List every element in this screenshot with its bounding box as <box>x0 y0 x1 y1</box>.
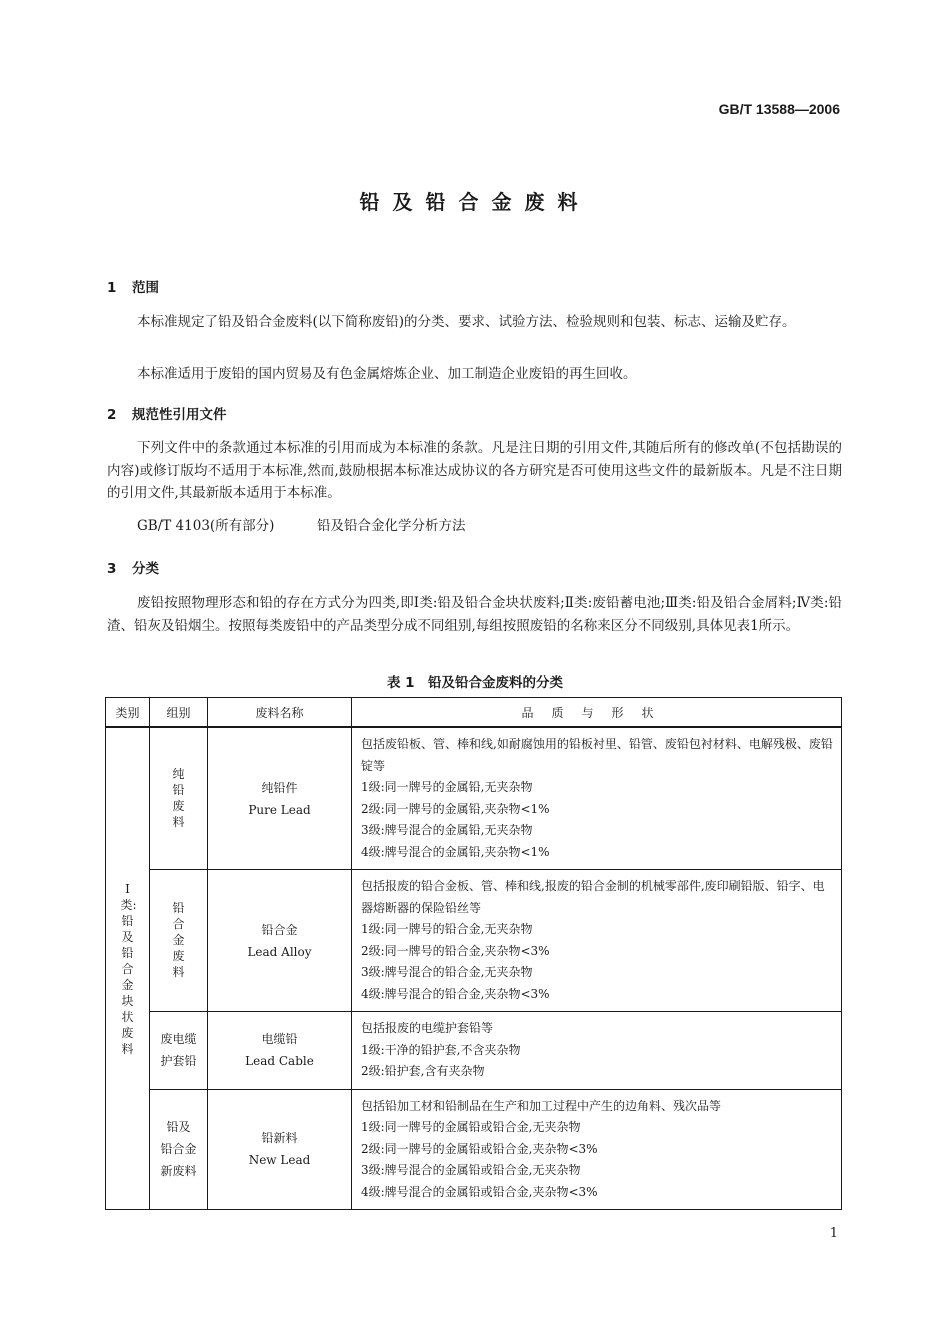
group-label-line: 铅合金 <box>160 1142 197 1157</box>
table-header-row <box>106 698 842 728</box>
section-1-paragraph-2: 本标准适用于废铅的国内贸易及有色金属熔炼企业、加工制造企业废铅的再生回收。 <box>137 366 637 382</box>
section-2-number: 2 <box>107 407 117 423</box>
quality-cell <box>352 1089 842 1210</box>
table-row <box>106 870 842 1012</box>
table-row <box>106 727 842 870</box>
quality-line: 包括铅加工材和铅制品在生产和加工过程中产生的边角料、残次品等 <box>361 1098 722 1113</box>
group-cell <box>150 727 208 870</box>
section-3-paragraph-1: 废铅按照物理形态和铅的存在方式分为四类,即Ⅰ类:铅及铅合金块状废料;Ⅱ类:废铅蓄电池;Ⅲ类:铅及铅合金屑料;Ⅳ类:铅渣、铅灰及铅烟尘。按照每类废铅中的产品类型分成不同组别,每组按照废铅的名称来区分不同级别,具体见表1所示。 <box>107 595 842 634</box>
quality-line: 2级:铅护套,含有夹杂物 <box>361 1064 485 1078</box>
table-row <box>106 1012 842 1090</box>
section-1-paragraph-1: 本标准规定了铅及铅合金废料(以下简称废铅)的分类、要求、试验方法、检验规则和包装、标志、运输及贮存。 <box>137 314 796 330</box>
table-caption: 表 1 铅及铅合金废料的分类 <box>386 675 564 691</box>
quality-line: 1级:干净的铅护套,不含夹杂物 <box>361 1042 521 1057</box>
quality-line: 2级:同一牌号的金属铅,夹杂物<1% <box>361 801 550 816</box>
name-cn: 铅新料 <box>261 1131 298 1146</box>
quality-line: 3级:牌号混合的金属铅,无夹杂物 <box>361 823 533 837</box>
section-3-number: 3 <box>107 561 117 577</box>
group-label-line: 废电缆 <box>160 1032 197 1047</box>
quality-line: 4级:牌号混合的金属铅,夹杂物<1% <box>361 844 550 859</box>
header-name: 废料名称 <box>208 698 352 728</box>
name-en: Lead Alloy <box>247 944 312 959</box>
quality-line: 1级:同一牌号的金属铅或铅合金,无夹杂物 <box>361 1120 581 1134</box>
category-cell <box>106 727 150 1210</box>
header-quality: 品质与形状 <box>352 698 842 728</box>
group-cell <box>150 1012 208 1090</box>
name-cn: 电缆铅 <box>261 1032 298 1047</box>
name-en: Pure Lead <box>248 802 311 817</box>
group-label: 铅合金废料 <box>172 901 185 979</box>
page-number: 1 <box>829 1226 838 1241</box>
section-2-heading <box>107 403 227 423</box>
quality-line: 2级:同一牌号的铅合金,夹杂物<3% <box>361 943 550 958</box>
name-cell <box>208 870 352 1012</box>
quality-line: 包括报废的铅合金板、管、棒和线,报废的铅合金制的机械零部件,废印刷铅版、铅字、电器熔断器的保险铅丝等 <box>361 879 825 915</box>
section-2-paragraph-1: 下列文件中的条款通过本标准的引用而成为本标准的条款。凡是注日期的引用文件,其随后所有的修改单(不包括勘误的内容)或修订版均不适用于本标准,然而,鼓励根据本标准达成协议的各方研究是否可使用这些文件的最新版本。凡是不注日期的引用文件,其最新版本适用于本标准。 <box>107 440 842 501</box>
name-cn: 纯铅件 <box>261 780 298 795</box>
quality-line: 包括报废的电缆护套铅等 <box>361 1021 494 1035</box>
section-2-title: 规范性引用文件 <box>132 407 227 423</box>
reference-title: 铅及铅合金化学分析方法 <box>317 518 466 534</box>
classification-table <box>105 697 842 1210</box>
quality-line: 1级:同一牌号的铅合金,无夹杂物 <box>361 922 533 936</box>
group-label-line: 护套铅 <box>160 1054 197 1069</box>
header-group: 组别 <box>150 698 208 728</box>
quality-line: 包括废铅板、管、棒和线,如耐腐蚀用的铅板衬里、铅管、废铅包衬材料、电解残极、废铅锭等 <box>361 737 833 773</box>
section-1-number: 1 <box>107 280 117 296</box>
name-cell <box>208 1089 352 1210</box>
standard-number: GB/T 13588—2006 <box>718 101 840 117</box>
quality-cell <box>352 1012 842 1090</box>
group-cell <box>150 1089 208 1210</box>
section-1-title: 范围 <box>132 280 159 296</box>
reference-code: GB/T 4103(所有部分) <box>137 518 275 534</box>
category-label: Ⅰ类:铅及铅合金块状废料 <box>120 881 137 1056</box>
section-3-title: 分类 <box>132 561 159 577</box>
name-en: Lead Cable <box>245 1054 314 1069</box>
section-3-heading <box>107 557 159 577</box>
quality-line: 3级:牌号混合的金属铅或铅合金,无夹杂物 <box>361 1163 581 1177</box>
quality-line: 1级:同一牌号的金属铅,无夹杂物 <box>361 780 533 794</box>
group-label-line: 铅及 <box>166 1120 191 1135</box>
quality-line: 3级:牌号混合的铅合金,无夹杂物 <box>361 965 533 979</box>
quality-line: 4级:牌号混合的金属铅或铅合金,夹杂物<3% <box>361 1184 598 1199</box>
name-en: New Lead <box>248 1153 311 1168</box>
normative-reference <box>137 515 466 538</box>
header-category: 类别 <box>106 698 150 728</box>
document-title: 铅及铅合金废料 <box>359 190 591 214</box>
table-row <box>106 1089 842 1210</box>
quality-cell <box>352 727 842 870</box>
section-1-heading <box>107 276 159 296</box>
quality-cell <box>352 870 842 1012</box>
name-cell <box>208 1012 352 1090</box>
quality-line: 4级:牌号混合的铅合金,夹杂物<3% <box>361 986 550 1001</box>
group-label-line: 新废料 <box>160 1164 197 1179</box>
name-cell <box>208 727 352 870</box>
group-cell <box>150 870 208 1012</box>
quality-line: 2级:同一牌号的金属铅或铅合金,夹杂物<3% <box>361 1141 598 1156</box>
group-label: 纯铅废料 <box>172 767 185 829</box>
name-cn: 铅合金 <box>261 922 298 937</box>
